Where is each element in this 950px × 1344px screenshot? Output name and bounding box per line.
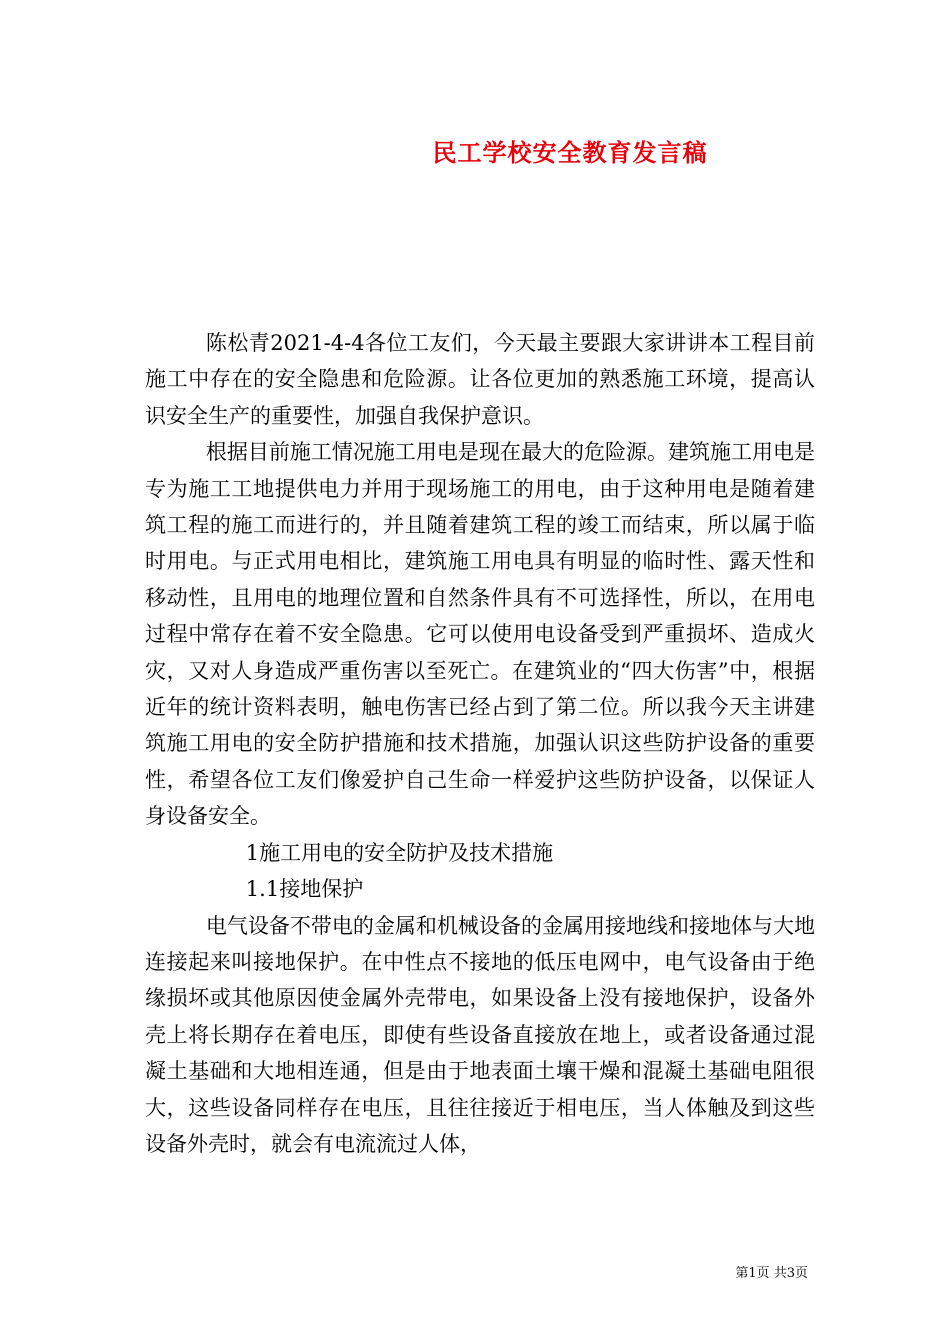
- paragraph-hazard: 根据目前施工情况施工用电是现在最大的危险源。建筑施工用电是专为施工工地提供电力并用于现场施工的用电，由于这种用电是随着建筑工程的施工而进行的，并且随着建筑工程的竣工而结束，所以属于临时用电。与正式用电相比，建筑施工用电具有明显的临时性、露天性和移动性，且用电的地理位置和自然条件具有不可选择性，所以，在用电过程中常存在着不安全隐患。它可以使用电设备受到严重损坏、造成火灾，又对人身造成严重伤害以至死亡。在建筑业的“四大伤害”中，根据近年的统计资料表明，触电伤害已经占到了第二位。所以我今天主讲建筑施工用电的安全防护措施和技术措施，加强认识这些防护设备的重要性，希望各位工友们像爱护自己生命一样爱护这些防护设备，以保证人身设备安全。: [145, 440, 815, 829]
- page-footer: 第1页 共3页: [735, 1266, 808, 1281]
- section-heading-1: 1施工用电的安全防护及技术措施: [245, 840, 554, 865]
- document-body: [145, 325, 815, 1162]
- document-title: 民工学校安全教育发言稿: [432, 138, 708, 167]
- paragraph-grounding: 电气设备不带电的金属和机械设备的金属用接地线和接地体与大地连接起来叫接地保护。在中性点不接地的低压电网中，电气设备由于绝缘损坏或其他原因使金属外壳带电，如果设备上没有接地保护，设备外壳上将长期存在着电压，即使有些设备直接放在地上，或者设备通过混凝土基础和大地相连通，但是由于地表面土壤干燥和混凝土基础电阻很大，这些设备同样存在电压，且往往接近于相电压，当人体触及到这些设备外壳时，就会有电流流过人体，: [145, 913, 815, 1156]
- paragraph-intro: 陈松青2021-4-4各位工友们，今天最主要跟大家讲讲本工程目前施工中存在的安全隐患和危险源。让各位更加的熟悉施工环境，提高认识安全生产的重要性，加强自我保护意识。: [145, 331, 815, 428]
- section-heading-1-1: 1.1接地保护: [245, 877, 364, 902]
